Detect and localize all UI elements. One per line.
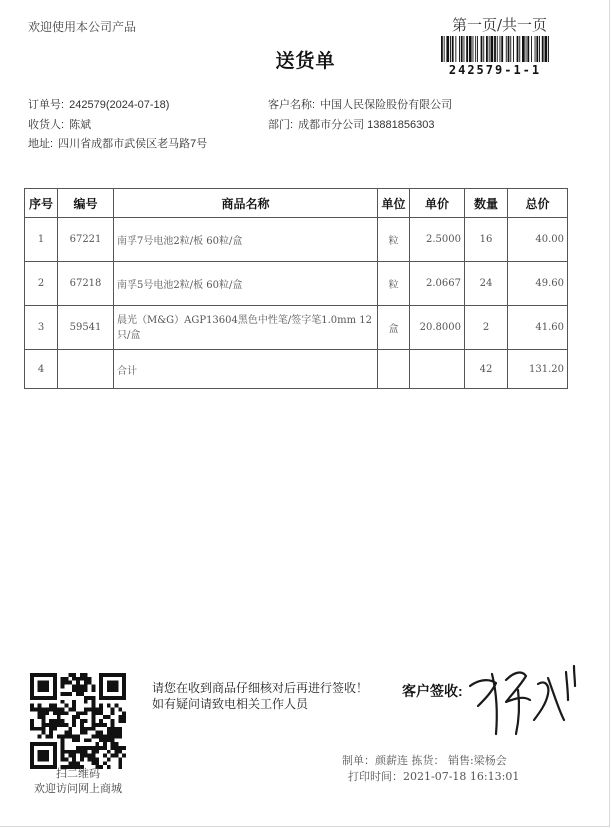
cell-product-name: 晨光（M&G）AGP13604黑色中性笔/签字笔1.0mm 12只/盒 [114, 306, 378, 350]
cell-grand-total: 131.20 [508, 350, 568, 389]
header-product-name: 商品名称 [114, 189, 378, 218]
qr-code-image [30, 673, 126, 769]
cell-unit-price: 2.0667 [410, 262, 465, 306]
barcode-image [441, 36, 549, 62]
cell-unit: 粒 [378, 218, 410, 262]
customer-value: 中国人民保险股份有限公司 [320, 99, 453, 111]
order-number-value: 242579(2024-07-18) [69, 99, 170, 111]
cell-product-name: 南孚7号电池2粒/板 60粒/盒 [114, 218, 378, 262]
cell-unit-price [410, 350, 465, 389]
receipt-notice: 请您在收到商品仔细核对后再进行签收！如有疑问请致电相关工作人员 [152, 681, 369, 711]
receiver-line [28, 116, 91, 132]
table-row [25, 262, 568, 306]
header-total: 总价 [508, 189, 568, 218]
cell-quantity: 2 [465, 306, 508, 350]
document-title: 送货单 [275, 51, 336, 72]
cell-total: 49.60 [508, 262, 568, 306]
staff-info: 制单：颜薪连 拣货： 销售:梁杨会 [342, 754, 507, 767]
page-info: 第一页/共一页 [452, 16, 548, 34]
cell-code: 59541 [58, 306, 114, 350]
receiver-label: 收货人: [28, 119, 65, 131]
department-label: 部门: [268, 119, 294, 131]
cell-unit [378, 350, 410, 389]
qr-caption-mall: 欢迎访问网上商城 [34, 782, 122, 795]
cell-total: 41.60 [508, 306, 568, 350]
cell-unit: 盒 [378, 306, 410, 350]
cell-seq: 2 [25, 262, 58, 306]
cell-code: 67221 [58, 218, 114, 262]
cell-quantity: 16 [465, 218, 508, 262]
cell-total-quantity: 42 [465, 350, 508, 389]
header-quantity: 数量 [465, 189, 508, 218]
header-code: 编号 [58, 189, 114, 218]
address-label: 地址: [28, 138, 54, 150]
cell-seq: 4 [25, 350, 58, 389]
barcode-number: 242579-1-1 [448, 63, 542, 77]
department-value: 成都市分公司 13881856303 [298, 119, 435, 131]
cell-total: 40.00 [508, 218, 568, 262]
receiver-value: 陈斌 [69, 119, 92, 131]
qr-caption: 扫二维码 [56, 767, 100, 780]
order-number-line [28, 96, 169, 112]
table-row [25, 218, 568, 262]
cell-unit-price: 2.5000 [410, 218, 465, 262]
cell-unit: 粒 [378, 262, 410, 306]
cell-product-name: 南孚5号电池2粒/板 60粒/盒 [114, 262, 378, 306]
header-seq: 序号 [25, 189, 58, 218]
cell-seq: 1 [25, 218, 58, 262]
order-number-label: 订单号: [28, 99, 65, 111]
cell-total-label: 合计 [114, 350, 378, 389]
header-unit: 单位 [378, 189, 410, 218]
cell-unit-price: 20.8000 [410, 306, 465, 350]
table-row [25, 306, 568, 350]
handwritten-signature [462, 650, 582, 740]
table-header-row [25, 189, 568, 218]
address-line [28, 135, 207, 151]
customer-label: 客户名称: [268, 99, 316, 111]
cell-code [58, 350, 114, 389]
signature-label: 客户签收: [402, 683, 463, 699]
cell-code: 67218 [58, 262, 114, 306]
table-total-row [25, 350, 568, 389]
department-line [268, 116, 434, 132]
customer-line [268, 96, 452, 112]
header-unit-price: 单价 [410, 189, 465, 218]
items-table [24, 188, 568, 389]
print-time: 打印时间：2021-07-18 16:13:01 [348, 770, 520, 783]
cell-seq: 3 [25, 306, 58, 350]
cell-quantity: 24 [465, 262, 508, 306]
welcome-text: 欢迎使用本公司产品 [28, 20, 137, 34]
address-value: 四川省成都市武侯区老马路7号 [58, 138, 208, 150]
